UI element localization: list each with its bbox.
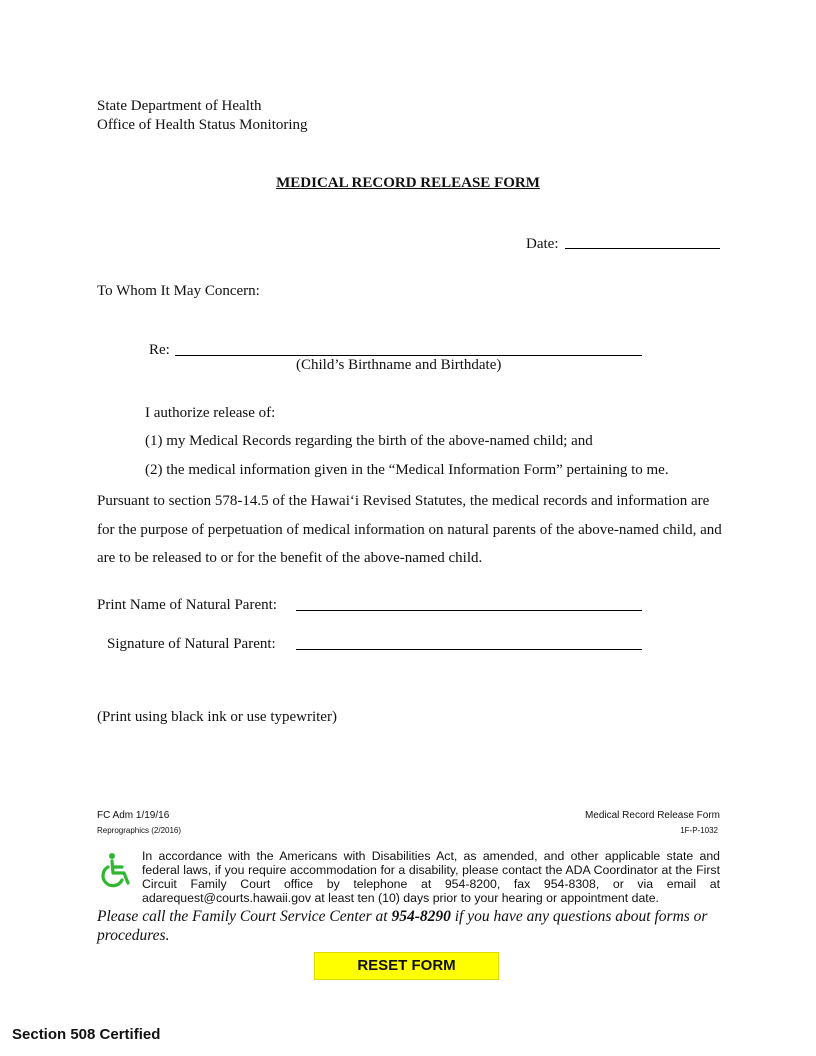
service-center-phone: 954-8290 — [391, 908, 451, 925]
re-label: Re: — [149, 342, 170, 358]
statute-paragraph: Pursuant to section 578-14.5 of the Hawai‘i Revised Statutes, the medical records and information are for the purpose of perpetuation of medical information on natural parents of the above-named child, and are to be released to or for the benefit of the above-named child. — [97, 493, 722, 566]
date-label: Date: — [526, 236, 559, 252]
call-prefix: Please call the Family Court Service Center at — [97, 908, 392, 925]
print-name-label: Print Name of Natural Parent: — [97, 597, 277, 613]
call-suffix: if you have any questions about forms or procedures. — [97, 908, 708, 944]
service-center-note — [97, 907, 722, 945]
ada-notice: In accordance with the Americans with Disabilities Act, as amended, and other applicable state and federal laws, if you require accommodation for a disability, please contact the ADA Coordinator at the First Circuit Family Court office by telephone at 954-8200, fax 954-8308, or via email at adarequest@courts.hawaii.gov at least ten (10) days prior to your hearing or appointment date. — [142, 849, 720, 905]
department-name: State Department of Health — [97, 98, 262, 114]
signature-label: Signature of Natural Parent: — [107, 636, 276, 652]
wheelchair-icon — [97, 851, 134, 889]
reset-form-button[interactable]: RESET FORM — [314, 952, 499, 980]
ink-note: (Print using black ink or use typewriter) — [97, 709, 337, 725]
release-item-1: (1) my Medical Records regarding the birth of the above-named child; and — [145, 433, 593, 449]
release-item-2: (2) the medical information given in the “Medical Information Form” pertaining to me. — [145, 462, 669, 478]
child-birthname-field[interactable] — [175, 355, 642, 356]
authorize-intro: I authorize release of: — [145, 405, 276, 421]
form-title: MEDICAL RECORD RELEASE FORM — [276, 175, 540, 191]
date-field[interactable] — [565, 248, 720, 249]
fc-adm-code: FC Adm 1/19/16 — [97, 810, 170, 821]
reprographics-code: Reprographics (2/2016) — [97, 826, 182, 835]
signature-field[interactable] — [296, 649, 642, 650]
section-508-certified: Section 508 Certified — [12, 1026, 161, 1043]
salutation: To Whom It May Concern: — [97, 283, 260, 299]
footer-form-name: Medical Record Release Form — [584, 810, 720, 821]
office-name: Office of Health Status Monitoring — [97, 117, 308, 133]
print-name-field[interactable] — [296, 610, 642, 611]
re-caption: (Child’s Birthname and Birthdate) — [296, 357, 502, 373]
footer-form-code: 1F-P-1032 — [680, 826, 718, 835]
